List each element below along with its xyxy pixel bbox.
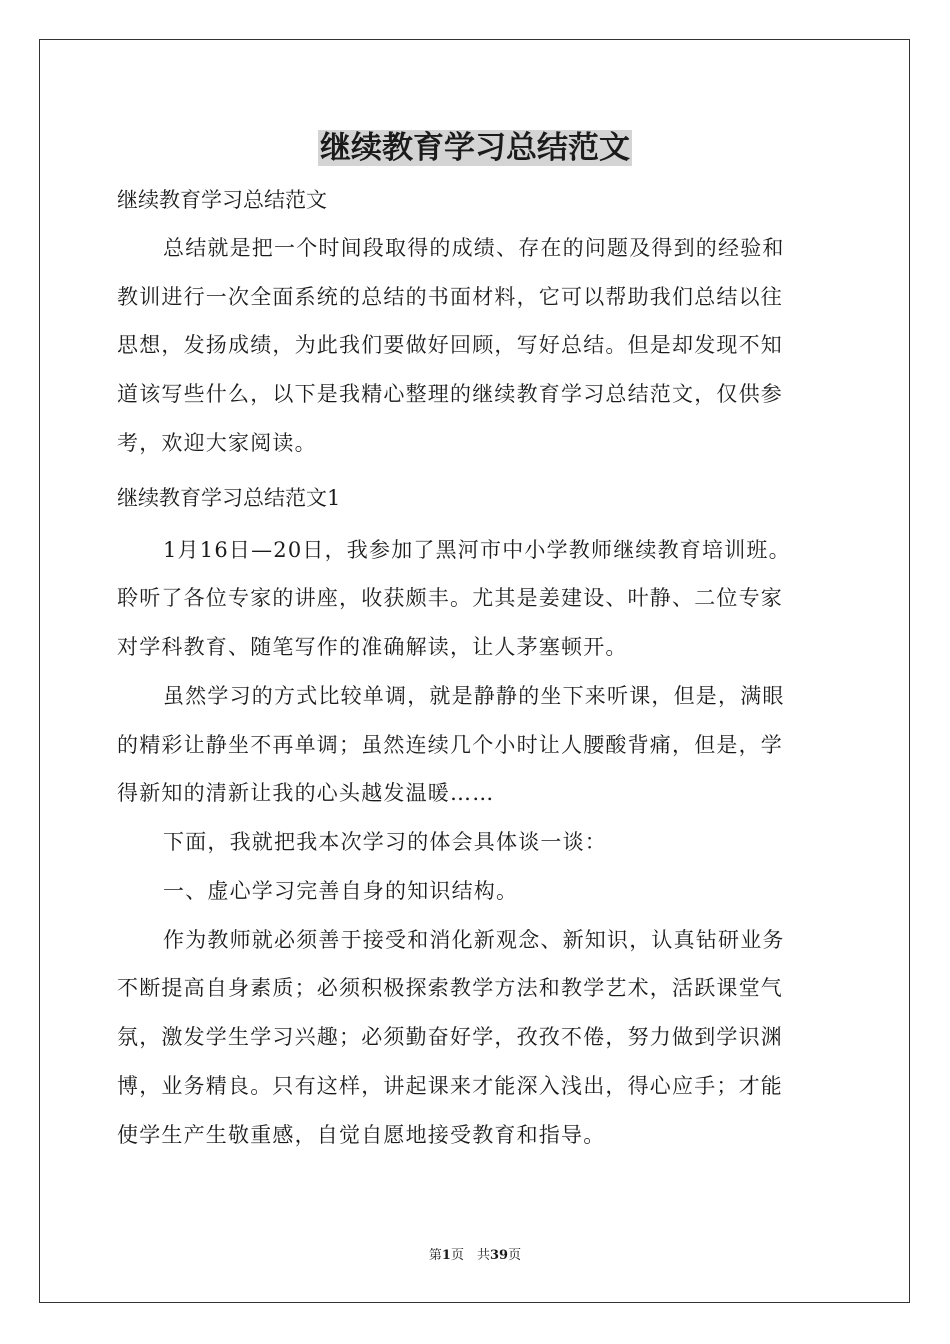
footer-prefix: 第 [428,1248,442,1263]
page-border [39,39,910,1303]
footer-mid: 页 共 [450,1248,490,1263]
document-title: 继续教育学习总结范文 [320,130,630,166]
intro-line-4: 道该写些什么，以下是我精心整理的继续教育学习总结范文，仅供参 [117,382,783,406]
para2-line-2: 的精彩让静坐不再单调；虽然连续几个小时让人腰酸背痛，但是，学 [117,733,783,757]
section-heading: 继续教育学习总结范文1 [117,486,341,510]
para1-line-1: 1月16日—20日，我参加了黑河市中小学教师继续教育培训班。 [163,538,791,562]
para1-line-2: 聆听了各位专家的讲座，收获颇丰。尤其是姜建设、叶静、二位专家 [117,586,783,610]
intro-line-3: 思想，发扬成绩，为此我们要做好回顾，写好总结。但是却发现不知 [117,333,783,357]
footer-suffix: 页 [508,1248,522,1263]
footer-page-total: 39 [489,1248,509,1263]
intro-line-2: 教训进行一次全面系统的总结的书面材料，它可以帮助我们总结以往 [117,285,783,309]
para1-line-3: 对学科教育、随笔写作的准确解读，让人茅塞顿开。 [117,635,628,659]
para3-line: 下面，我就把我本次学习的体会具体谈一谈： [163,830,607,854]
page-footer [0,1247,950,1265]
para2-line-3: 得新知的清新让我的心头越发温暖…… [117,781,495,805]
para4-line-2: 不断提高自身素质；必须积极探索教学方法和教学艺术，活跃课堂气 [117,976,783,1000]
para4-line-3: 氛，激发学生学习兴趣；必须勤奋好学，孜孜不倦，努力做到学识渊 [117,1025,783,1049]
document-subtitle: 继续教育学习总结范文 [117,188,327,212]
intro-line-5: 考，欢迎大家阅读。 [117,431,317,455]
para4-line-4: 博，业务精良。只有这样，讲起课来才能深入浅出，得心应手；才能 [117,1074,783,1098]
intro-line-1: 总结就是把一个时间段取得的成绩、存在的问题及得到的经验和 [163,236,785,260]
para4-line-1: 作为教师就必须善于接受和消化新观念、新知识，认真钻研业务 [163,928,785,952]
para4-line-5: 使学生产生敬重感，自觉自愿地接受教育和指导。 [117,1123,606,1147]
para2-line-1: 虽然学习的方式比较单调，就是静静的坐下来听课，但是，满眼 [163,684,785,708]
footer-page-current: 1 [441,1248,451,1263]
point1-line: 一、虚心学习完善自身的知识结构。 [163,879,519,903]
